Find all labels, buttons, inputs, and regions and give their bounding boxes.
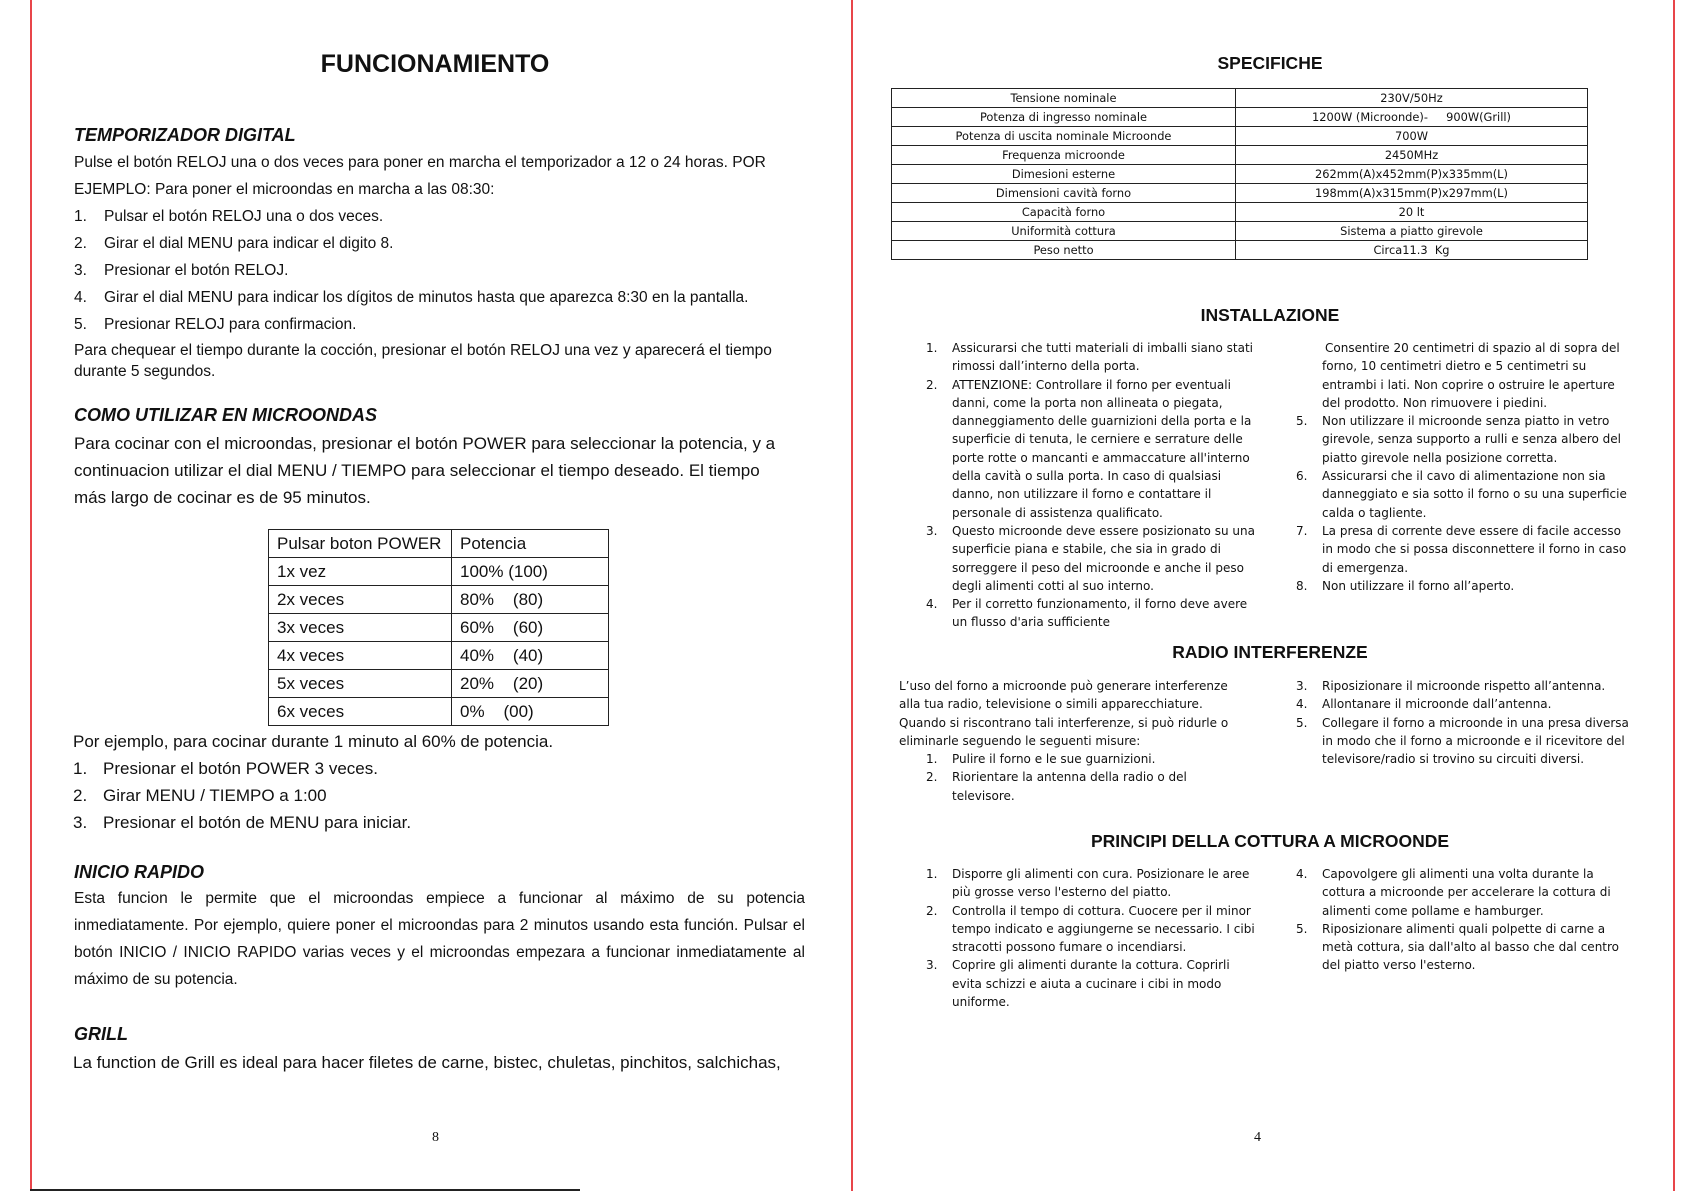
table-cell: 60% (60) bbox=[452, 614, 609, 642]
spec-heading: SPECIFICHE bbox=[1217, 53, 1323, 73]
list-item-number: 1. bbox=[926, 752, 938, 767]
table-cell: Frequenza microonde bbox=[892, 146, 1236, 165]
micro-paragraph-line-3: más largo de cocinar es de 95 minutos. bbox=[74, 488, 371, 507]
radio-item bbox=[1296, 677, 1636, 695]
left-margin-line bbox=[30, 0, 32, 1191]
list-item-text: Collegare il forno a microonde in una presa diversa in modo che il forno a microonde e il ricevitore del televisore/radio si trovino su circuiti diversi. bbox=[1322, 715, 1629, 767]
micro-heading: COMO UTILIZAR EN MICROONDAS bbox=[74, 405, 377, 425]
table-cell: Dimensioni cavità forno bbox=[892, 184, 1236, 203]
spec-table-row bbox=[892, 165, 1588, 184]
spec-table-row bbox=[892, 203, 1588, 222]
micro-example-text: Por ejemplo, para cocinar durante 1 minuto al 60% de potencia. bbox=[73, 732, 554, 751]
spec-table-row bbox=[892, 146, 1588, 165]
list-item-text: Non utilizzare il microonde senza piatto in vetro girevole, senza supporto a rulli e senza albero del piatto girevole nella posizione corretta. bbox=[1322, 414, 1622, 465]
table-cell: 2x veces bbox=[269, 586, 452, 614]
list-item-text: Presionar el botón de MENU para iniciar. bbox=[103, 813, 412, 832]
timer-step bbox=[74, 257, 814, 284]
table-cell: 2450MHz bbox=[1236, 146, 1588, 165]
list-item-text: Questo microonde deve essere posizionato su una superficie piana e stabile, che sia in grado di sorreggere il peso del microonde e anche il peso degli alimenti cotti al suo interno. bbox=[952, 523, 1255, 593]
install-left-column bbox=[926, 339, 1256, 632]
list-item-number: 3. bbox=[1296, 679, 1308, 693]
table-cell: Uniformità cottura bbox=[892, 222, 1236, 241]
spec-table-row bbox=[892, 108, 1588, 127]
list-item-number: 2. bbox=[73, 786, 88, 805]
left-page-number: 8 bbox=[432, 1130, 439, 1145]
grill-line-1: La function de Grill es ideal para hacer filetes de carne, bistec, chuletas, pinchitos, salchichas, bbox=[73, 1053, 781, 1072]
principle-item bbox=[926, 956, 1256, 1011]
table-cell: 20% (20) bbox=[452, 670, 609, 698]
principle-item bbox=[926, 865, 1256, 902]
list-item-text: Riposizionare alimenti quali polpette di carne a metà cottura, sia dall'alto al basso che dal centro del piatto verso l'esterno. bbox=[1322, 921, 1620, 973]
list-item-number: 5. bbox=[74, 316, 87, 333]
principles-left-list bbox=[926, 865, 1256, 1011]
power-table-row bbox=[269, 642, 609, 670]
principle-item bbox=[1296, 920, 1636, 975]
list-item-number: 1. bbox=[74, 208, 87, 225]
radio-item bbox=[926, 768, 1249, 805]
list-item-number: 5. bbox=[1296, 715, 1308, 730]
install-item bbox=[1296, 412, 1630, 467]
right-page-number: 4 bbox=[1254, 1130, 1261, 1145]
list-item-text: Riposizionare il microonde rispetto all’antenna. bbox=[1322, 679, 1606, 693]
list-item-number: 5. bbox=[1296, 921, 1308, 936]
micro-section bbox=[74, 430, 814, 511]
list-item-number: 4. bbox=[1296, 697, 1308, 712]
table-cell: Capacità forno bbox=[892, 203, 1236, 222]
table-cell: 1200W (Microonde)- 900W(Grill) bbox=[1236, 108, 1588, 127]
table-cell: 20 lt bbox=[1236, 203, 1588, 222]
list-item-text: Girar MENU / TIEMPO a 1:00 bbox=[103, 786, 327, 805]
power-table-row bbox=[269, 586, 609, 614]
example-step bbox=[73, 782, 813, 809]
list-item-text: Coprire gli alimenti durante la cottura. Coprirli evita schizzi e aiuta a cucinare i cibi in modo uniforme. bbox=[952, 958, 1230, 1010]
list-item-number: 4. bbox=[1296, 867, 1308, 881]
radio-left-list bbox=[926, 750, 1249, 805]
timer-intro-line-2: EJEMPLO: Para poner el microondas en marcha a las 08:30: bbox=[74, 181, 495, 198]
list-item-number: 1. bbox=[73, 759, 88, 778]
table-cell: 40% (40) bbox=[452, 642, 609, 670]
quick-line-2: inmediatamente. Por ejemplo, quiere poner el microondas para 2 minutos usando esta función. Pulsar el bbox=[74, 917, 805, 934]
radio-heading: RADIO INTERFERENZE bbox=[1172, 642, 1368, 662]
list-item-text: Pulire il forno e le sue guarnizioni. bbox=[952, 752, 1156, 767]
install-item bbox=[926, 522, 1256, 595]
timer-intro-line-1: Pulse el botón RELOJ una o dos veces para poner en marcha el temporizador a 12 o 24 horas. POR bbox=[74, 154, 766, 171]
table-cell: Potenza di uscita nominale Microonde bbox=[892, 127, 1236, 146]
spec-table-row bbox=[892, 241, 1588, 260]
list-item-text: Presionar RELOJ para confirmacion. bbox=[104, 316, 357, 333]
list-item-number: 3. bbox=[926, 958, 938, 973]
table-cell: Sistema a piatto girevole bbox=[1236, 222, 1588, 241]
quick-section bbox=[74, 885, 805, 993]
power-table-row bbox=[269, 530, 609, 558]
list-item-number: 5. bbox=[1296, 414, 1308, 429]
install-item bbox=[926, 595, 1256, 632]
table-cell: 700W bbox=[1236, 127, 1588, 146]
power-table bbox=[268, 529, 609, 726]
spec-table-row bbox=[892, 127, 1588, 146]
quick-line-4: máximo de su potencia. bbox=[74, 971, 238, 988]
table-cell: 5x veces bbox=[269, 670, 452, 698]
table-cell: 1x vez bbox=[269, 558, 452, 586]
timer-note-line-2: durante 5 segundos. bbox=[74, 363, 216, 380]
list-item-text: Assicurarsi che tutti materiali di imballi siano stati rimossi dall’interno della porta. bbox=[952, 341, 1254, 374]
list-item-number: 2. bbox=[926, 903, 938, 918]
quick-heading: INICIO RAPIDO bbox=[74, 862, 205, 882]
power-table-row bbox=[269, 614, 609, 642]
list-item-number: 3. bbox=[926, 523, 938, 538]
timer-step bbox=[74, 203, 814, 230]
install-item bbox=[1296, 577, 1630, 595]
install-right-list bbox=[1296, 412, 1630, 595]
radio-left-column bbox=[899, 677, 1249, 805]
table-cell: Dimesioni esterne bbox=[892, 165, 1236, 184]
list-item-text: Pulsar el botón RELOJ una o dos veces. bbox=[104, 208, 384, 225]
center-fold-line bbox=[851, 0, 853, 1191]
page-title: FUNCIONAMIENTO bbox=[320, 50, 550, 78]
radio-item bbox=[926, 750, 1249, 768]
table-cell: 3x veces bbox=[269, 614, 452, 642]
list-item-text: ATTENZIONE: Controllare il forno per eventuali danni, come la porta non allineata o piegata, danneggiamento delle guarnizioni della porta e la superficie di tenuta, le cerniere e serrature delle porte rotte o mancanti e ammaccature all'interno della cavità o sulla porta. In caso di qualsiasi danno, non utilizzare il forno e contattare il personale di assistenza qualificato. bbox=[952, 377, 1252, 520]
list-item-number: 4. bbox=[74, 289, 87, 306]
power-table-row bbox=[269, 670, 609, 698]
radio-right-column bbox=[1296, 677, 1636, 768]
spec-table-row bbox=[892, 222, 1588, 241]
install-item bbox=[926, 339, 1256, 376]
right-margin-line bbox=[1673, 0, 1675, 1191]
example-step bbox=[73, 755, 813, 782]
list-item-text: Allontanare il microonde dall’antenna. bbox=[1322, 697, 1552, 712]
list-item-number: 1. bbox=[926, 867, 938, 881]
quick-line-1: Esta funcion le permite que el microondas empiece a funcionar al máximo de su potencia bbox=[74, 890, 805, 907]
grill-heading: GRILL bbox=[74, 1024, 128, 1044]
principles-right-list bbox=[1296, 865, 1636, 975]
table-cell: 80% (80) bbox=[452, 586, 609, 614]
install-item bbox=[1296, 467, 1630, 522]
spec-table-row bbox=[892, 89, 1588, 108]
timer-step bbox=[74, 284, 814, 311]
radio-intro: L’uso del forno a microonde può generare interferenze alla tua radio, televisione o simili apparecchiature. Quando si riscontrano tali interferenze, si può ridurle o eliminarle seguendo le seguenti misure: bbox=[899, 679, 1229, 748]
power-table-row bbox=[269, 558, 609, 586]
list-item-number: 8. bbox=[1296, 578, 1308, 593]
radio-item bbox=[1296, 695, 1636, 713]
principles-left-column bbox=[926, 865, 1256, 1011]
list-item-number: 2. bbox=[74, 235, 87, 252]
list-item-number: 3. bbox=[74, 262, 87, 279]
install-item bbox=[926, 376, 1256, 522]
principles-heading: PRINCIPI DELLA COTTURA A MICROONDE bbox=[1090, 831, 1450, 851]
spec-table-row bbox=[892, 184, 1588, 203]
list-item-text: Riorientare la antenna della radio o del televisore. bbox=[952, 770, 1187, 803]
list-item-number: 6. bbox=[1296, 469, 1308, 484]
table-cell: 262mm(A)x452mm(P)x335mm(L) bbox=[1236, 165, 1588, 184]
table-cell: 100% (100) bbox=[452, 558, 609, 586]
list-item-number: 1. bbox=[926, 341, 938, 355]
timer-heading: TEMPORIZADOR DIGITAL bbox=[74, 125, 296, 145]
list-item-text: Controlla il tempo di cottura. Cuocere per il minor tempo indicato e aggiungerne se necessario. I cibi stracotti possono fumare o incendiarsi. bbox=[952, 903, 1255, 955]
table-cell: 6x veces bbox=[269, 698, 452, 726]
list-item-number: 7. bbox=[1296, 523, 1308, 538]
list-item-number: 3. bbox=[73, 813, 88, 832]
table-cell: Peso netto bbox=[892, 241, 1236, 260]
list-item-text: La presa di corrente deve essere di facile accesso in modo che si possa disconnettere il forno in caso di emergenza. bbox=[1322, 523, 1627, 575]
micro-paragraph-line-1: Para cocinar con el microondas, presionar el botón POWER para seleccionar la potencia, y a bbox=[74, 434, 776, 453]
radio-right-list bbox=[1296, 677, 1636, 768]
micro-example bbox=[73, 728, 813, 836]
power-table-row bbox=[269, 698, 609, 726]
principle-item bbox=[1296, 865, 1636, 920]
timer-steps-list bbox=[74, 203, 814, 338]
list-item-text: Per il corretto funzionamento, il forno deve avere un flusso d'aria sufficiente bbox=[952, 597, 1248, 630]
micro-paragraph-line-2: continuacion utilizar el dial MENU / TIEMPO para seleccionar el tiempo deseado. El tiempo bbox=[74, 461, 760, 480]
spec-table bbox=[891, 88, 1588, 260]
table-cell: 4x veces bbox=[269, 642, 452, 670]
list-item-text: Girar el dial MENU para indicar los dígitos de minutos hasta que aparezca 8:30 en la pantalla. bbox=[104, 289, 749, 306]
table-cell: Potenza di ingresso nominale bbox=[892, 108, 1236, 127]
list-item-text: Non utilizzare il forno all’aperto. bbox=[1322, 578, 1515, 593]
radio-item bbox=[1296, 714, 1636, 769]
table-cell: 230V/50Hz bbox=[1236, 89, 1588, 108]
table-cell: Pulsar boton POWER bbox=[269, 530, 452, 558]
principles-right-column bbox=[1296, 865, 1636, 975]
micro-example-steps bbox=[73, 755, 813, 836]
timer-step bbox=[74, 311, 814, 338]
list-item-text: Girar el dial MENU para indicar el digito 8. bbox=[104, 235, 394, 252]
list-item-text: Presionar el botón RELOJ. bbox=[104, 262, 289, 279]
table-cell: 0% (00) bbox=[452, 698, 609, 726]
install-heading: INSTALLAZIONE bbox=[1200, 305, 1340, 325]
install-left-list bbox=[926, 339, 1256, 632]
list-item-number: 2. bbox=[926, 770, 938, 785]
list-item-text: Assicurarsi che il cavo di alimentazione non sia danneggiato e sia sotto il forno o su una superficie calda o tagliente. bbox=[1322, 469, 1627, 520]
principle-item bbox=[926, 902, 1256, 957]
timer-step bbox=[74, 230, 814, 257]
timer-section bbox=[74, 149, 814, 382]
list-item-text: Disporre gli alimenti con cura. Posizionare le aree più grosse verso l'esterno del piatto. bbox=[952, 867, 1250, 900]
list-item-text: Presionar el botón POWER 3 veces. bbox=[103, 759, 378, 778]
timer-note-line-1: Para chequear el tiempo durante la cocción, presionar el botón RELOJ una vez y aparecerá el tiempo bbox=[74, 342, 772, 359]
table-cell: Circa11.3 Kg bbox=[1236, 241, 1588, 260]
table-cell: Tensione nominale bbox=[892, 89, 1236, 108]
install-continued-text: Consentire 20 centimetri di spazio al di sopra del forno, 10 centimetri dietro e 5 centimetri su entrambi i lati. Non coprire o ostruire le aperture del prodotto. Non rimuovere i piedini. bbox=[1322, 341, 1620, 410]
list-item-number: 2. bbox=[926, 377, 938, 392]
quick-line-3: botón INICIO / INICIO RAPIDO varias veces y el microondas empezara a funcionar inmediatamente al bbox=[74, 944, 805, 961]
example-step bbox=[73, 809, 813, 836]
install-right-column bbox=[1296, 339, 1630, 595]
list-item-number: 4. bbox=[926, 597, 938, 612]
table-cell: 198mm(A)x315mm(P)x297mm(L) bbox=[1236, 184, 1588, 203]
table-cell: Potencia bbox=[452, 530, 609, 558]
install-item bbox=[1296, 522, 1630, 577]
list-item-text: Capovolgere gli alimenti una volta durante la cottura a microonde per accelerare la cottura di alimenti come pollame e hamburger. bbox=[1322, 867, 1611, 918]
